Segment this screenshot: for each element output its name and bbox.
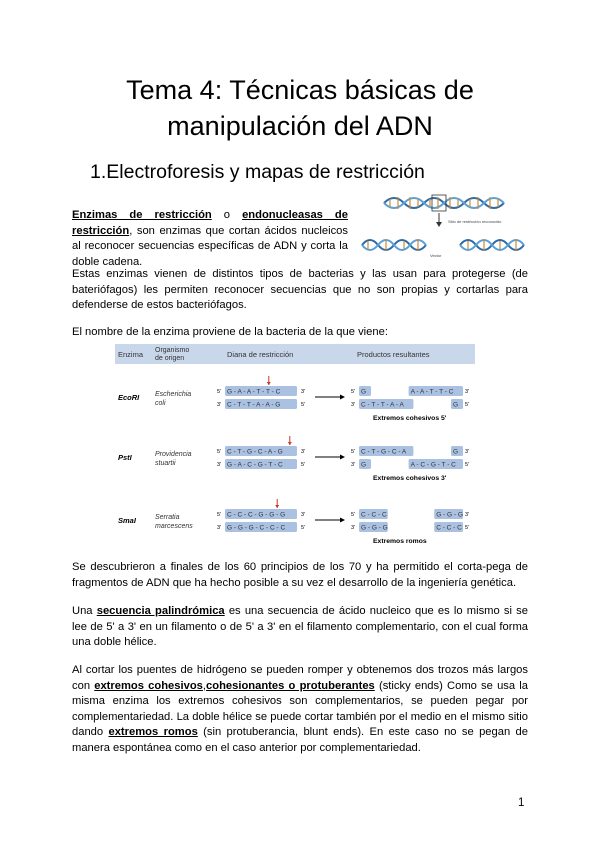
dna-cut-illustration — [360, 193, 530, 263]
five-prime-label: 5' — [465, 462, 470, 468]
three-prime-label: 3' — [301, 389, 306, 395]
three-prime-label: 3' — [465, 389, 470, 395]
site-top-strand: C - C - C - G - G - G — [227, 511, 286, 519]
title-line-2: manipulación del ADN — [167, 111, 433, 141]
dna-helix-bottom — [362, 239, 524, 251]
three-prime-label: 3' — [465, 512, 470, 518]
three-prime-label: 3' — [301, 449, 306, 455]
organism-line-2: coli — [155, 400, 166, 407]
enzyme-name: SmaI — [118, 516, 136, 525]
five-prime-label: 5' — [301, 462, 306, 468]
header-restriction-site: Diana de restricción — [227, 350, 294, 359]
five-prime-label: 5' — [301, 402, 306, 408]
cut-pre: Al cortar los puentes de hidrógeno se pueden romper y obtenemos dos trozos más largos con — [72, 664, 528, 692]
header-products: Productos resultantes — [357, 350, 430, 359]
organism-line-2: marcescens — [155, 523, 193, 530]
three-prime-label: 3' — [217, 402, 222, 408]
cut-sep: , — [202, 679, 207, 692]
product-bottom-right: G — [453, 401, 459, 409]
header-enzyme: Enzima — [118, 350, 144, 359]
page-title — [0, 72, 600, 144]
three-prime-label: 3' — [217, 525, 222, 531]
three-prime-label: 3' — [351, 402, 356, 408]
five-prime-label: 5' — [465, 525, 470, 531]
five-prime-label: 5' — [301, 525, 306, 531]
cut-arrowhead-icon — [267, 382, 271, 385]
palindrome-rest: es una secuencia de ácido nucleico que es lo mismo si se lee de 5' a 3' en un filamento o de 5' a 3' en el filamento complementario, con el cual forma una doble hélice. — [72, 605, 528, 649]
arrow-head-icon — [436, 222, 442, 227]
three-prime-label: 3' — [217, 462, 222, 468]
organism-line-2: stuartii — [155, 460, 176, 467]
product-top-right: G - G - G — [436, 511, 463, 519]
product-top-right: A - A - T - T - C — [410, 388, 454, 396]
term-extremos-romos: extremos romos — [108, 726, 198, 739]
site-bottom-strand: G - A - C - G - T - C — [227, 461, 283, 469]
five-prime-label: 5' — [217, 449, 222, 455]
product-bottom-right: A - C - G - T - C — [410, 461, 456, 469]
paragraph-cut-ends — [72, 663, 528, 757]
five-prime-label: 5' — [217, 389, 222, 395]
product-bottom-right: C - C - C — [436, 524, 462, 532]
site-bottom-strand: G - G - G - C - C - C — [227, 524, 286, 532]
palindrome-pre: Una — [72, 605, 97, 617]
product-bottom-left: G — [361, 461, 367, 469]
end-type-label: Extremos cohesivos 5' — [373, 415, 447, 422]
cut-arrowhead-icon — [275, 505, 279, 508]
dna-helix-top — [384, 195, 504, 211]
enzyme-name: EcoRI — [118, 393, 140, 402]
end-type-label: Extremos cohesivos 3' — [373, 475, 447, 482]
product-bottom-left: G - G - G — [361, 524, 388, 532]
result-arrowhead-icon — [340, 455, 345, 460]
five-prime-label: 5' — [351, 389, 356, 395]
five-prime-label: 5' — [351, 512, 356, 518]
three-prime-label: 3' — [301, 512, 306, 518]
product-top-right: G — [453, 448, 459, 456]
product-bottom-left: C - T - T - A - A — [361, 401, 404, 409]
table-rows — [118, 376, 469, 545]
three-prime-label: 3' — [465, 449, 470, 455]
three-prime-label: 3' — [351, 462, 356, 468]
illustration-label-bottom: Vector — [430, 253, 442, 258]
product-top-left: C - C - C — [361, 511, 387, 519]
result-arrowhead-icon — [340, 518, 345, 523]
paragraph-palindromic — [72, 604, 528, 651]
illustration-label-top: Sitio de restricción reconocido — [448, 219, 502, 224]
intro-rest: , son enzimas que cortan ácidos nucleicos al reconocer secuencias específicas de ADN y corta la doble cadena. — [72, 224, 348, 268]
five-prime-label: 5' — [465, 402, 470, 408]
term-secuencia-palindromica: secuencia palindrómica — [96, 605, 225, 617]
term-cohesionantes: cohesionantes o protuberantes — [206, 679, 375, 692]
paragraph-enzyme-name: El nombre de la enzima proviene de la bacteria de la que viene: — [72, 326, 388, 338]
cut-arrowhead-icon — [288, 442, 292, 445]
section-heading: 1.Electroforesis y mapas de restricción — [90, 161, 425, 183]
cut-mid: (sticky ends) Como se usa la misma enzima los extremos cohesivos son complementarios, se pueden pegar por complementariedad. La doble hélice se puede cortar también por el medio en el mismo sitio dando — [72, 679, 529, 739]
header-organism-line-1: Organismo — [155, 347, 190, 354]
organism-line-1: Providencia — [155, 451, 192, 458]
result-arrowhead-icon — [340, 395, 345, 400]
product-top-left: C - T - G - C - A — [361, 448, 407, 456]
organism-line-1: Serratia — [155, 514, 180, 521]
three-prime-label: 3' — [351, 525, 356, 531]
product-top-left: G — [361, 388, 367, 396]
title-line-1: Tema 4: Técnicas básicas de — [126, 75, 474, 105]
header-organism-line-2: de origen — [155, 355, 185, 362]
restriction-enzyme-table — [115, 344, 475, 556]
intro-paragraph — [72, 208, 348, 270]
term-endonucleasas: endonucleasas de restricción — [72, 209, 348, 237]
cut-end: (sin protuberancia, blunt ends). En este caso no se pegan de manera espontánea como en el caso anterior por complementariedad. — [72, 726, 528, 754]
end-type-label: Extremos romos — [373, 538, 427, 545]
site-top-strand: C - T - G - C - A - G — [227, 448, 283, 456]
five-prime-label: 5' — [217, 512, 222, 518]
five-prime-label: 5' — [351, 449, 356, 455]
term-extremos-cohesivos: extremos cohesivos — [94, 679, 203, 692]
organism-line-1: Escherichia — [155, 391, 192, 398]
paragraph-discovery: Se descubrieron a finales de los 60 principios de los 70 y ha permitido el corta-pega de fragmentos de ADN que ha hecho posible a su vez el desarrollo de la ingeniería genética. — [72, 561, 528, 589]
page-number: 1 — [518, 797, 525, 809]
enzyme-name: PstI — [118, 453, 132, 462]
site-top-strand: G - A - A - T - T - C — [227, 388, 281, 396]
site-bottom-strand: C - T - T - A - A - G — [227, 401, 281, 409]
term-enzimas-restriccion: Enzimas de restricción — [72, 209, 212, 221]
paragraph-bacteria-origin: Estas enzimas vienen de distintos tipos de bacterias y las usan para protegerse (de bateriófagos) les permiten reconocer secuencias que no son propias y cortarlas para defenderse de estos bacteriófagos. — [72, 268, 528, 312]
intro-connector: o — [211, 209, 243, 221]
